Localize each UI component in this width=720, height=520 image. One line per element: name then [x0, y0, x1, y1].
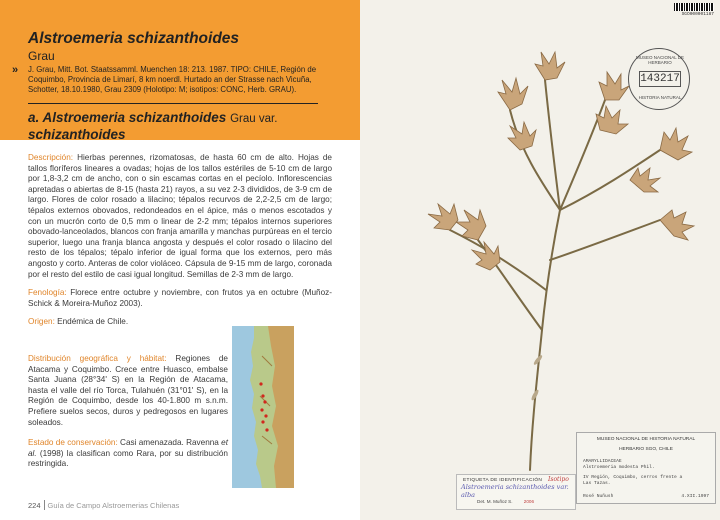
page-footer — [28, 500, 179, 510]
stamp-bottom-text: HISTORIA NATURAL — [638, 95, 682, 100]
origin-text: Endémica de Chile. — [57, 317, 129, 327]
double-chevron-icon: » — [12, 64, 17, 76]
isotype-note: Isotipo — [548, 476, 569, 483]
herbarium-label — [576, 432, 716, 504]
det-heading: ETIQUETA DE IDENTIFICACIÓN — [463, 478, 543, 483]
conservation-paragraph — [28, 438, 228, 470]
label-date: 4.XII.1997 — [681, 494, 709, 499]
species-title: Alstroemeria schizanthoides — [28, 30, 240, 47]
label-footer — [583, 494, 709, 499]
map-point — [263, 400, 266, 403]
distribution-text: Regiones de Atacama y Coquimbo. Crece entre Huasco, embalse Santa Juana (28°34' S) en la Región de Atacama, hasta el valle del río Torca, Tulahuén (31°01' S), en la Región de Coquimbo, desde los 40-1.800 m s.n.m. Prefiere suelos secos, duros y pedregosos en lugares soleados. — [28, 354, 228, 427]
description-body — [28, 153, 332, 336]
herbarium-sheet — [360, 0, 720, 520]
phenology-label: Fenología: — [28, 288, 67, 298]
map-point — [261, 420, 264, 423]
book-title: Guía de Campo Alstroemerias Chilenas — [47, 501, 180, 510]
stamp-top-text: MUSEO NACIONAL DE HERBARIO — [635, 55, 685, 65]
det-determiner: Det. M. Muñoz S. — [477, 499, 513, 504]
variety-epithet: schizanthoides — [28, 127, 126, 142]
citation-row — [12, 64, 333, 95]
det-footer — [457, 499, 575, 504]
map-point — [261, 394, 264, 397]
stamp-number: 143217 — [640, 73, 680, 85]
conservation-etal: et al. — [28, 438, 228, 458]
distribution-label: Distribución geográfica y hábitat: — [28, 354, 167, 363]
map-point — [260, 408, 263, 411]
det-year: 2006 — [523, 499, 535, 504]
label-locality: IV Región, Coquimbo, cerros frente a — [583, 475, 683, 480]
variety-binomial: a. Alstroemeria schizanthoides — [28, 110, 227, 125]
conservation-text-b: (1998) la clasifican como Rara, por su distribución restringida. — [28, 448, 228, 469]
label-locality-2: Las Tazas. — [583, 481, 611, 486]
footer-divider — [44, 500, 45, 510]
phenology-paragraph — [28, 288, 332, 309]
page-number: 224 — [28, 501, 41, 510]
divider — [28, 103, 318, 104]
phenology-text: Florece entre octubre y noviembre, con frutos ya en octubre (Muñoz-Schick & Moreira-Muñoz 2003). — [28, 288, 332, 308]
det-name: Alstroemeria schizanthoides var. alba — [461, 483, 569, 499]
distribution-paragraph — [28, 354, 228, 428]
description-text: Hierbas perennes, rizomatosas, de hasta 60 cm de alto. Hojas de tallos floríferos lineares a ovadas; hojas de los tallos estériles de 5-10 cm de largo por 1,8-3,2 cm de ancho, con o sin escamas cortas en el pecíolo. Inflorescencias apretadas o abiertas de 8-15 (hasta 21) rayos, a su vez 2-3 divididos, de 3-9 cm de largo. Flores de color rosado a lilacino; tépalos recurvos de 2,2-2,5 cm de largo; tépalos externos obovados, redondeados en el ápice, más o menos escotados y con un mucrón corto de 0,5 mm o linear de 2-2 mm; tépalos internos superiores obovado-lanceolados, blancos con franja amarilla y manchas purpúreas en el tercio superior, luego una franja blanca angosta y después el color rosado o lilacino del resto de los tépalos; tépalo inferior de igual forma que los externos, pero más angosto y corto. Anteras de color violáceo. Cápsula de 9-15 mm de largo, coronada por el resto del estilo de casi igual longitud. Semillas de 2-3 mm de largo. — [28, 153, 332, 279]
label-institution: MUSEO NACIONAL DE HISTORIA NATURAL — [596, 437, 696, 442]
conservation-text-a: Casi amenazada. Ravenna — [120, 438, 222, 447]
label-collector: Rosé Nuñush — [583, 494, 614, 499]
variety-title — [28, 110, 333, 143]
label-species: Alstroemeria modesta Phil. — [583, 465, 655, 470]
map-point — [259, 382, 262, 385]
map-point — [264, 414, 267, 417]
chile-map-graphic — [232, 326, 294, 488]
label-herbarium: HERBARIO SGO, CHILE — [619, 447, 673, 452]
description-label: Descripción: — [28, 153, 74, 162]
conservation-label: Estado de conservación: — [28, 438, 118, 447]
type-citation: J. Grau, Mitt. Bot. Staatssamml. Muenchen 18: 213. 1987. TIPO: CHILE, Región de Coquimbo, Provincia de Limarí, 8 km noerdl. Hurtado an der Strasse nach Vicuña, Schotter, 18.10.1980, Grau 2309 (Holotipo: M; isotipos: CONC, Herb. GRAU). — [28, 65, 317, 94]
species-header — [12, 30, 333, 143]
description-paragraph — [28, 153, 332, 280]
distribution-map — [232, 326, 294, 488]
species-author: Grau — [28, 49, 55, 63]
label-family: AMARYLLIDACEAE — [583, 459, 622, 464]
map-point — [265, 428, 268, 431]
barcode-number: SGO000001187 — [681, 12, 714, 17]
variety-author: Grau var. — [230, 113, 278, 125]
origin-label: Origen: — [28, 317, 55, 327]
